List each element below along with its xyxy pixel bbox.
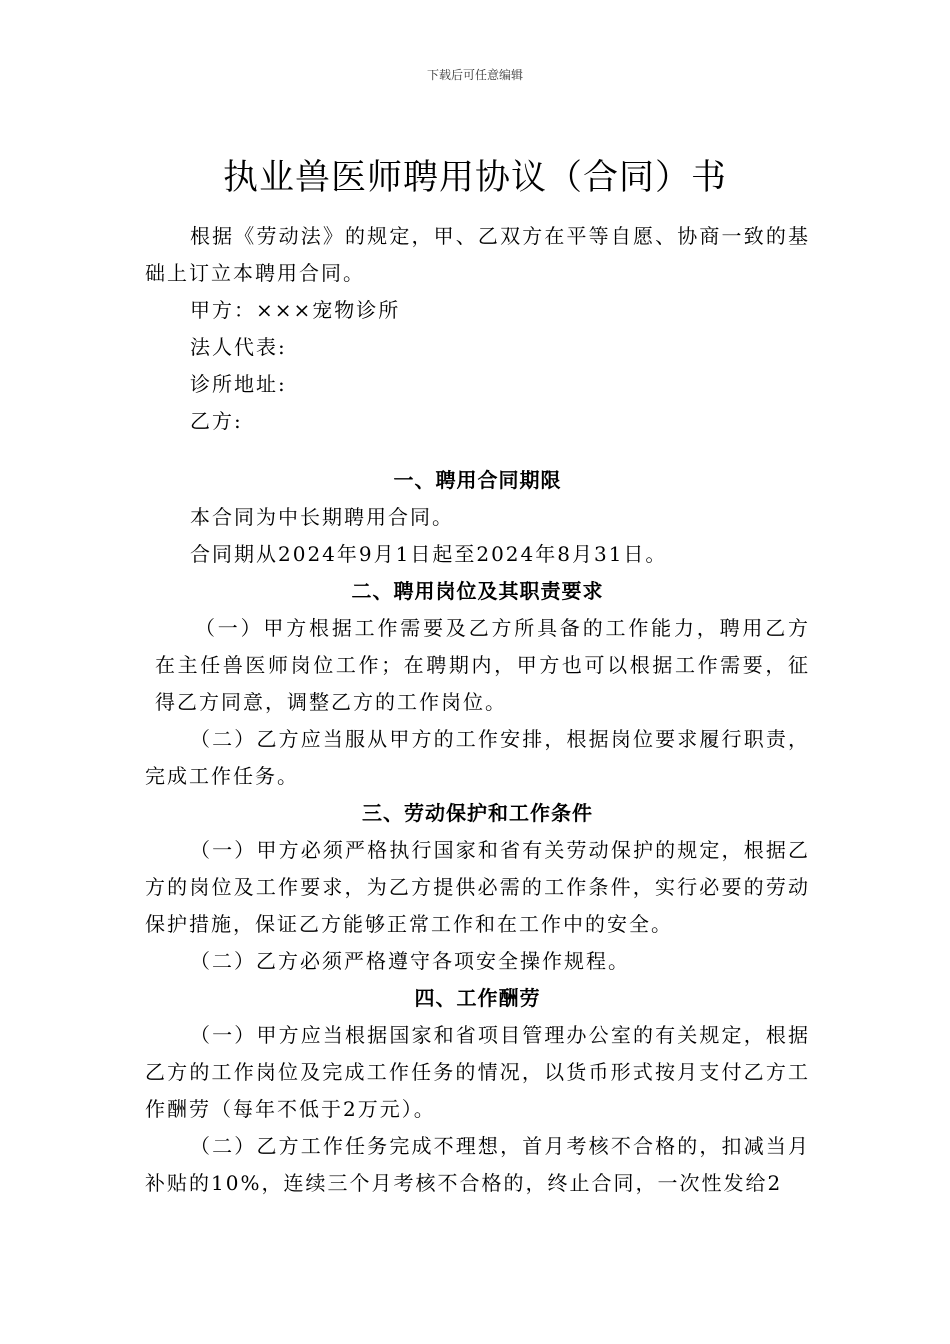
section-heading-term: 一、聘用合同期限 <box>393 468 562 492</box>
document-body <box>145 218 810 1202</box>
section-protection-paragraph-1: （一）甲方必须严格执行国家和省有关劳动保护的规定，根据乙方的岗位及工作要求，为乙方提供必需的工作条件，实行必要的劳动保护措施，保证乙方能够正常工作和在工作中的安全。 <box>145 838 810 936</box>
section-remuneration-paragraph-1: （一）甲方应当根据国家和省项目管理办公室的有关规定，根据乙方的工作岗位及完成工作任务的情况，以货币形式按月支付乙方工作酬劳（每年不低于2万元）。 <box>145 1023 810 1121</box>
spacer <box>145 440 810 462</box>
intro-paragraph: 根据《劳动法》的规定，甲、乙双方在平等自愿、协商一致的基础上订立本聘用合同。 <box>145 224 810 285</box>
party-b-line: 乙方: <box>190 409 243 433</box>
section-heading-remuneration: 四、工作酬劳 <box>414 986 541 1010</box>
clinic-address-line: 诊所地址: <box>190 372 287 396</box>
section-heading-position: 二、聘用岗位及其职责要求 <box>351 579 604 603</box>
section-position-paragraph-1: （一）甲方根据工作需要及乙方所具备的工作能力，聘用乙方在主任兽医师岗位工作；在聘期内，甲方也可以根据工作需要，征得乙方同意，调整乙方的工作岗位。 <box>155 616 810 714</box>
section-protection-paragraph-2: （二）乙方必须严格遵守各项安全操作规程。 <box>190 949 630 973</box>
legal-rep-line: 法人代表: <box>190 335 287 359</box>
section-term-paragraph-1: 本合同为中长期聘用合同。 <box>190 505 454 529</box>
section-term-paragraph-2: 合同期从2024年9月1日起至2024年8月31日。 <box>190 542 668 566</box>
section-remuneration-paragraph-2: （二）乙方工作任务完成不理想，首月考核不合格的，扣减当月补贴的10%，连续三个月考核不合格的，终止合同，一次性发给2 <box>145 1134 810 1195</box>
section-position-paragraph-2: （二）乙方应当服从甲方的工作安排，根据岗位要求履行职责，完成工作任务。 <box>145 727 810 788</box>
header-note: 下载后可任意编辑 <box>426 68 523 82</box>
document-title: 执业兽医师聘用协议（合同）书 <box>222 158 727 198</box>
party-a-line: 甲方：×××宠物诊所 <box>190 298 401 322</box>
section-heading-protection: 三、劳动保护和工作条件 <box>362 801 593 825</box>
